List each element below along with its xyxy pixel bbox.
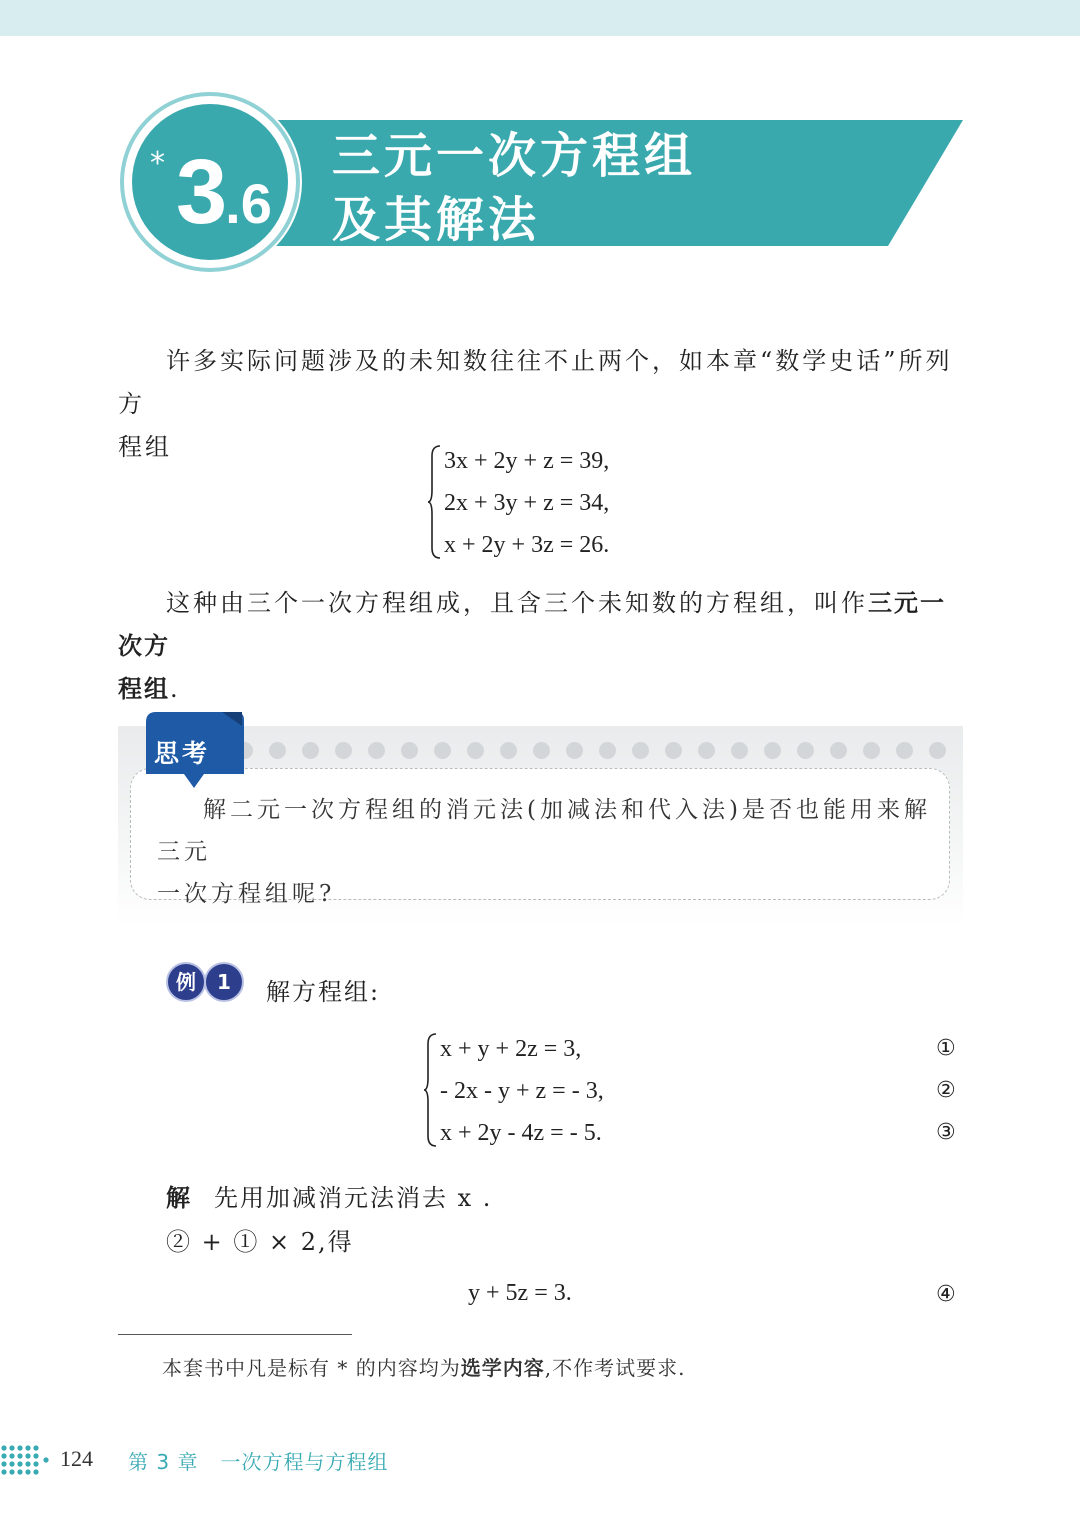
page-number: 124: [60, 1446, 93, 1471]
example-badge: [166, 962, 244, 1002]
equation-number: ②: [936, 1078, 956, 1103]
solution-line1: 解 先用加减消元法消去 x .: [166, 1184, 493, 1212]
equation-number: ③: [936, 1120, 956, 1145]
think-card: [130, 768, 950, 907]
equation-row: x + 2y - 4z = - 5.: [440, 1120, 602, 1146]
equation-row: - 2x - y + z = - 3,: [440, 1078, 604, 1104]
example-badge-number: 1: [204, 962, 244, 1002]
equation-row: 2x + 3y + z = 34,: [444, 490, 610, 516]
equation-row: x + 2y + 3z = 26.: [444, 532, 610, 558]
definition-paragraph: [118, 582, 963, 711]
equation-number: ④: [936, 1282, 956, 1307]
footnote-divider: [118, 1334, 352, 1335]
definition-line1: 这种由三个一次方程组成，且含三个未知数的方程组，叫作三元一次方: [118, 589, 946, 660]
equation-number: ①: [936, 1036, 956, 1061]
definition-line2: 程组.: [118, 675, 181, 703]
solution-label: 解: [166, 1184, 192, 1212]
section-title-line1: 三元一次方程组: [332, 128, 697, 184]
defined-term: 三元一次方: [118, 589, 946, 660]
optional-star-mark: *: [150, 146, 165, 181]
left-brace-icon: [428, 442, 442, 562]
equation-system-1: [428, 442, 688, 572]
example-prompt: 解方程组:: [266, 978, 381, 1006]
section-title-line2: 及其解法: [332, 192, 541, 248]
example-badge-char: 例: [166, 962, 206, 1002]
notebook-dots: [236, 742, 946, 759]
chapter-running-head: 第 3 章 一次方程与方程组: [128, 1450, 389, 1474]
intro-line1: 许多实际问题涉及的未知数往往不止两个，如本章“数学史话”所列方: [118, 347, 953, 418]
top-band: [0, 0, 1080, 36]
think-label: 思考: [154, 739, 211, 768]
section-number: 3.6: [176, 141, 272, 243]
left-brace-icon: [424, 1030, 438, 1150]
think-box: [118, 712, 963, 927]
intro-line2: 程组: [118, 433, 172, 461]
equation-row: 3x + 2y + z = 39,: [444, 448, 610, 474]
equation-system-2: [424, 1030, 724, 1160]
solution-step: ② + ① × 2,得: [166, 1228, 354, 1256]
think-question: 解二元一次方程组的消元法(加减法和代入法)是否也能用来解三元 一次方程组呢?: [157, 797, 931, 907]
equation-row: x + y + 2z = 3,: [440, 1036, 582, 1062]
page-dots-icon: [0, 1440, 52, 1482]
footnote: 本套书中凡是标有 * 的内容均为选学内容,不作考试要求.: [162, 1356, 686, 1380]
section-header: [118, 86, 968, 286]
